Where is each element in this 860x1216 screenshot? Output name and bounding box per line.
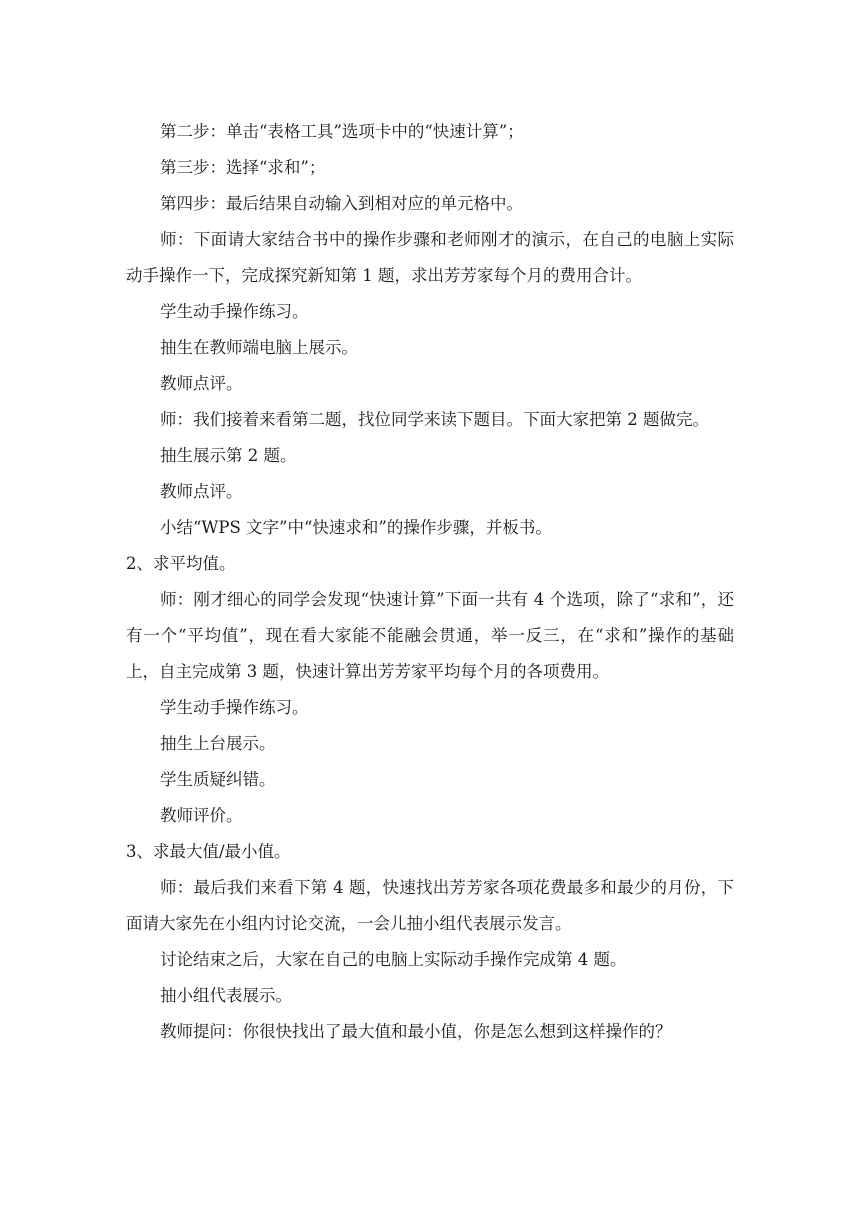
paragraph-student-practice-2: 学生动手操作练习。 xyxy=(160,698,309,717)
paragraph-discussion-end: 讨论结束之后，大家在自己的电脑上实际动手操作完成第 4 题。 xyxy=(160,950,627,969)
paragraph-step-four: 第四步：最后结果自动输入到相对应的单元格中。 xyxy=(160,194,523,213)
paragraph-teacher-question: 教师提问：你很快找出了最大值和最小值，你是怎么想到这样操作的？ xyxy=(160,1022,672,1041)
section-heading-average: 2、求平均值。 xyxy=(126,554,236,573)
paragraph-teacher-comment-2: 教师点评。 xyxy=(160,482,243,501)
paragraph-max-min-instruction: 师：最后我们来看下第 4 题，快速找出芳芳家各项花费最多和最少的月份，下面请大家先在小组内讨论交流，一会儿抽小组代表展示发言。 xyxy=(126,878,734,933)
paragraph-student-practice: 学生动手操作练习。 xyxy=(160,302,309,321)
paragraph-step-two: 第二步：单击“表格工具”选项卡中的“快速计算”； xyxy=(160,122,524,141)
paragraph-average-instruction: 师：刚才细心的同学会发现“快速计算”下面一共有 4 个选项，除了“求和”，还有一个“平均值”，现在看大家能不能融会贯通，举一反三，在“求和”操作的基础上，自主完成第 3 题，快速计算出芳芳家平均每个月的各项费用。 xyxy=(126,590,734,681)
paragraph-student-stage-demo: 抽生上台展示。 xyxy=(160,734,276,753)
section-heading-max-min: 3、求最大值/最小值。 xyxy=(126,842,291,861)
paragraph-second-question: 师：我们接着来看第二题，找位同学来读下题目。下面大家把第 2 题做完。 xyxy=(160,410,709,429)
paragraph-teacher-instruction: 师：下面请大家结合书中的操作步骤和老师刚才的演示，在自己的电脑上实际动手操作一下，完成探究新知第 1 题，求出芳芳家每个月的费用合计。 xyxy=(126,230,734,285)
paragraph-student-question: 学生质疑纠错。 xyxy=(160,770,276,789)
paragraph-show-question-two: 抽生展示第 2 题。 xyxy=(160,446,297,465)
paragraph-summary: 小结“WPS 文字”中“快速求和”的操作步骤，并板书。 xyxy=(160,518,552,537)
paragraph-step-three: 第三步：选择“求和”； xyxy=(160,158,326,177)
paragraph-teacher-comment: 教师点评。 xyxy=(160,374,243,393)
document-body xyxy=(126,114,734,1050)
paragraph-group-demo: 抽小组代表展示。 xyxy=(160,986,292,1005)
paragraph-teacher-evaluation: 教师评价。 xyxy=(160,806,243,825)
paragraph-student-demo: 抽生在教师端电脑上展示。 xyxy=(160,338,358,357)
